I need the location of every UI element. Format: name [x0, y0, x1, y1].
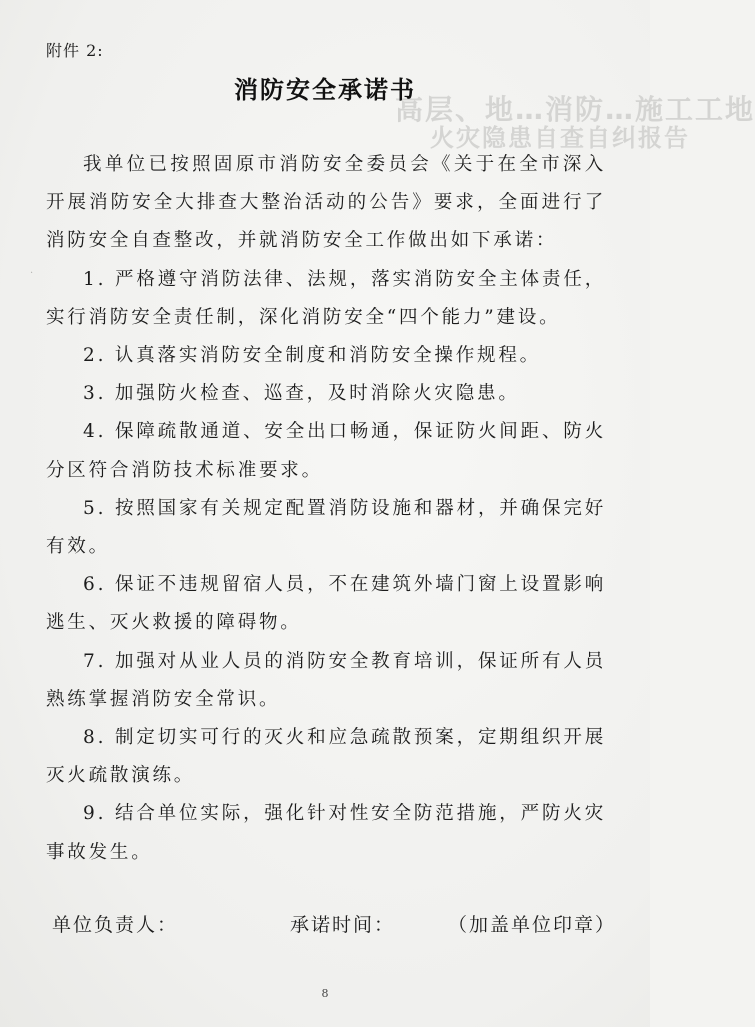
commitment-item-6: 6. 保证不违规留宿人员，不在建筑外墙门窗上设置影响逃生、灭火救援的障碍物。: [46, 574, 606, 634]
document-body: [46, 146, 606, 872]
attachment-label: 附件 2:: [46, 41, 104, 60]
commitment-item-7: 7. 加强对从业人员的消防安全教育培训，保证所有人员熟练掌握消防安全常识。: [46, 650, 606, 710]
scan-speck: ·: [30, 268, 34, 279]
commitment-item-3: 3. 加强防火检查、巡查，及时消除火灾隐患。: [83, 383, 520, 405]
responsible-person-label: 单位负责人：: [52, 914, 179, 936]
signature-row: [0, 910, 650, 940]
intro-paragraph: 我单位已按照固原市消防安全委员会《关于在全市深入开展消防安全大排查大整治活动的公告》要求，全面进行了消防安全自查整改，并就消防安全工作做出如下承诺：: [46, 154, 606, 252]
commitment-item-8: 8. 制定切实可行的灭火和应急疏散预案，定期组织开展灭火疏散演练。: [46, 727, 606, 787]
bleed-through-text: 高层、地…消防…施工工地: [395, 93, 755, 126]
document-title: 消防安全承诺书: [234, 76, 416, 104]
commitment-item-1: 1. 严格遵守消防法律、法规，落实消防安全主体责任，实行消防安全责任制，深化消防安全“四个能力”建设。: [46, 268, 606, 328]
commitment-item-4: 4. 保障疏散通道、安全出口畅通，保证防火间距、防火分区符合消防技术标准要求。: [46, 421, 606, 481]
commitment-time-label: 承诺时间：: [290, 914, 396, 936]
commitment-item-5: 5. 按照国家有关规定配置消防设施和器材，并确保完好有效。: [46, 497, 606, 558]
commitment-item-9: 9. 结合单位实际，强化针对性安全防范措施，严防火灾事故发生。: [46, 803, 606, 863]
page-number: 8: [321, 987, 329, 1000]
bleed-through-text: 火灾隐患自查自纠报告: [430, 124, 690, 152]
seal-note: （加盖单位印章）: [448, 914, 617, 936]
commitment-item-2: 2. 认真落实消防安全制度和消防安全操作规程。: [83, 345, 541, 367]
